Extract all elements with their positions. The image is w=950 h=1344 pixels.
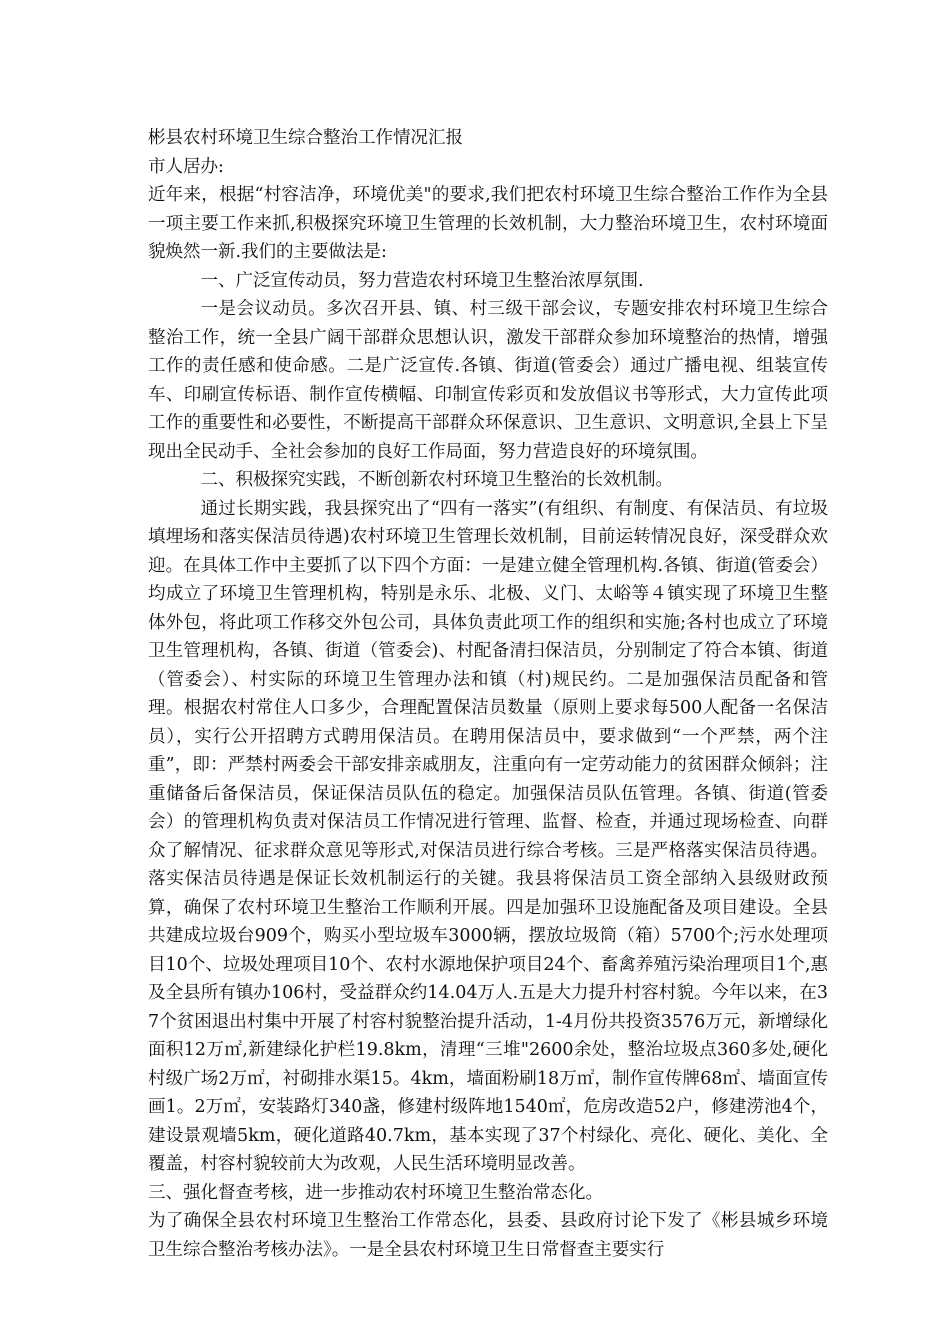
section-heading-3: 三、强化督查考核，进一步推动农村环境卫生整治常态化。	[148, 1182, 603, 1203]
section-3-paragraph: 为了确保全县农村环境卫生整治工作常态化，县委、县政府讨论下发了《彬县城乡环境卫生综合整治考核办法》。一是全县农村环境卫生日常督查主要实行	[148, 1211, 828, 1260]
section-2-paragraph: 通过长期实践，我县探究出了“四有一落实”(有组织、有制度、有保洁员、有垃圾填埋场和落实保洁员待遇)农村环境卫生管理长效机制，目前运转情况良好，深受群众欢迎。在具体工作中主要抓了以下四个方面：一是建立健全管理机构.各镇、街道(管委会）均成立了环境卫生管理机构，特别是永乐、北极、义门、太峪等４镇实现了环境卫生整体外包，将此项工作移交外包公司，具体负责此项工作的组织和实施;各村也成立了环境卫生管理机构，各镇、街道（管委会)、村配备清扫保洁员，分别制定了符合本镇、街道（管委会）、村实际的环境卫生管理办法和镇（村)规民约。二是加强保洁员配备和管理。根据农村常住人口多少，合理配置保洁员数量（原则上要求每500人配备一名保洁员），实行公开招聘方式聘用保洁员。在聘用保洁员中，要求做到“一个严禁，两个注重”，即：严禁村两委会干部安排亲戚朋友，注重向有一定劳动能力的贫困群众倾斜；注重储备后备保洁员，保证保洁员队伍的稳定。加强保洁员队伍管理。各镇、街道(管委会）的管理机构负责对保洁员工作情况进行管理、监督、检查，并通过现场检查、向群众了解情况、征求群众意见等形式,对保洁员进行综合考核。三是严格落实保洁员待遇。落实保洁员待遇是保证长效机制运行的关键。我县将保洁员工资全部纳入县级财政预算，确保了农村环境卫生整治工作顺利开展。四是加强环卫设施配备及项目建设。全县共建成垃圾台909个，购买小型垃圾车3000辆，摆放垃圾筒（箱）5700个;污水处理项目10个、垃圾处理项目10个、农村水源地保护项目24个、畜禽养殖污染治理项目1个,惠及全县所有镇办106村，受益群众约14.04万人.五是大力提升村容村貌。今年以来，在37个贫困退出村集中开展了村容村貌整治提升活动，1-4月份共投资3576万元，新增绿化面积12万㎡,新建绿化护栏19.8km，清理“三堆"2600余处，整治垃圾点360多处,硬化村级广场2万㎡，衬砌排水渠15。4km，墙面粉刷18万㎡，制作宣传牌68㎡、墙面宣传画1。2万㎡，安装路灯340盏，修建村级阵地1540㎡，危房改造52户，修建涝池4个，建设景观墙5km，硬化道路40.7km，基本实现了37个村绿化、亮化、硬化、美化、全覆盖，村容村貌较前大为改观，人民生活环境明显改善。	[148, 498, 828, 1174]
document-title: 彬县农村环境卫生综合整治工作情况汇报	[148, 128, 463, 148]
document-body	[148, 124, 828, 1264]
section-heading-2: 二、积极探究实践，不断创新农村环境卫生整治的长效机制。	[200, 470, 673, 490]
intro-paragraph: 近年来，根据“村容洁净，环境优美"的要求,我们把农村环境卫生综合整治工作作为全县一项主要工作来抓,积极探究环境卫生管理的长效机制，大力整治环境卫生，农村环境面貌焕然一新.我们的主要做法是:	[148, 185, 828, 262]
section-1-paragraph: 一是会议动员。多次召开县、镇、村三级干部会议，专题安排农村环境卫生综合整治工作，统一全县广阔干部群众思想认识，激发干部群众参加环境整治的热情，增强工作的责任感和使命感。二是广泛宣传.各镇、街道(管委会）通过广播电视、组装宣传车、印刷宣传标语、制作宣传横幅、印制宣传彩页和发放倡议书等形式，大力宣传此项工作的重要性和必要性，不断提高干部群众环保意识、卫生意识、文明意识,全县上下呈现出全民动手、全社会参加的良好工作局面，努力营造良好的环境氛围。	[148, 299, 828, 462]
recipient-line: 市人居办:	[148, 156, 224, 177]
section-heading-1: 一、广泛宣传动员，努力营造农村环境卫生整治浓厚氛围.	[200, 270, 644, 291]
